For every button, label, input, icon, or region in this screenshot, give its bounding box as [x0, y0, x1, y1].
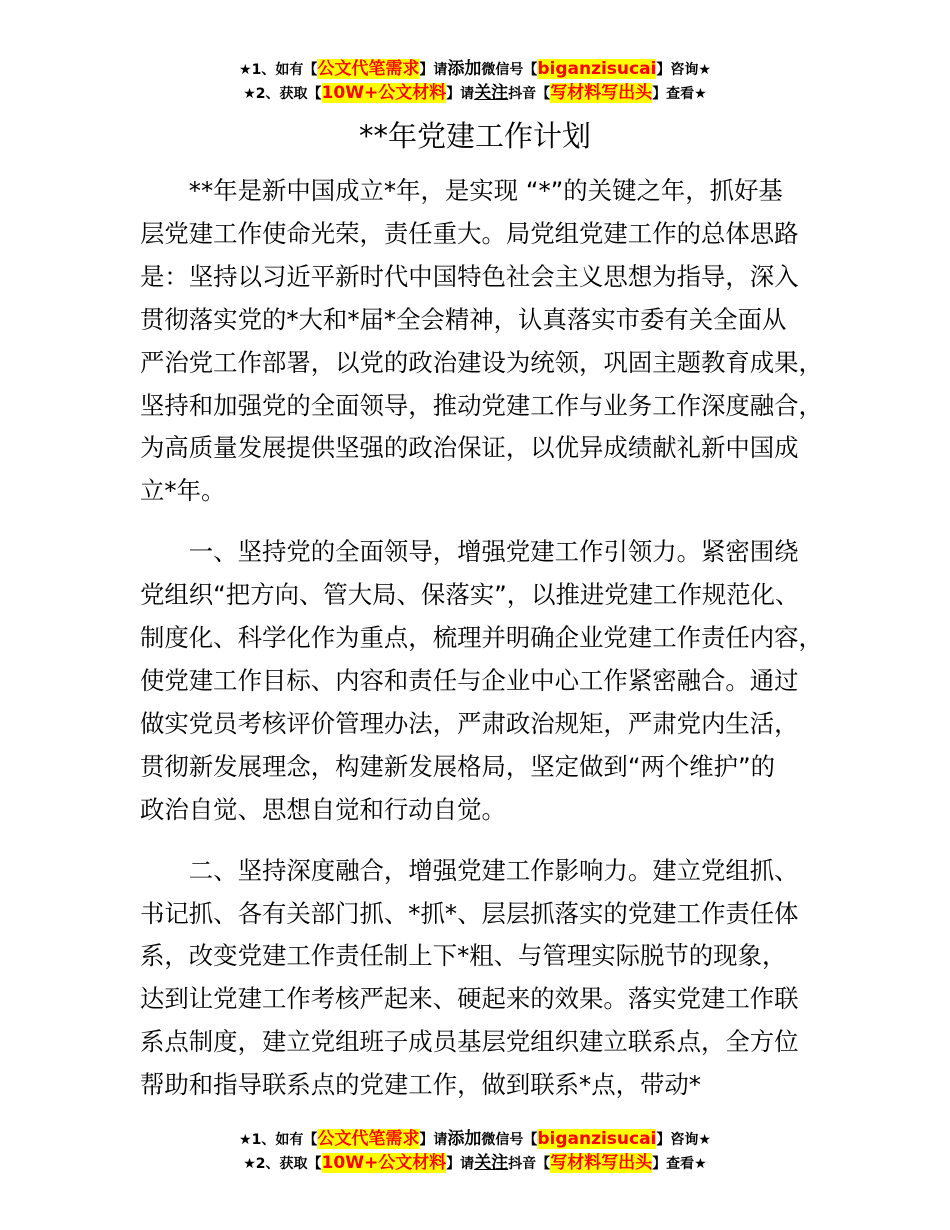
text-line: 系点制度，建立党组班子成员基层党组织建立联系点，全方位 — [140, 1027, 799, 1057]
promo-emphasis: 添加 — [447, 1129, 482, 1149]
text-line: 严治党工作部署，以党的政治建设为统领，巩固主题教育成果， — [140, 347, 823, 377]
document-title: **年党建工作计划 — [358, 119, 591, 153]
promo-highlight: 公文代笔需求 — [317, 59, 420, 79]
promo-text: 微信号【 — [481, 1132, 538, 1148]
text-line: 政治自觉、思想自觉和行动自觉。 — [140, 794, 506, 824]
text-line: 层党建工作使命光荣，责任重大。局党组党建工作的总体思路 — [140, 218, 799, 248]
promo-highlight: 10W+公文材料 — [321, 83, 447, 103]
text-line: 为高质量发展提供坚强的政治保证，以优异成绩献礼新中国成 — [140, 433, 799, 463]
text-line: 二、坚持深度融合，增强党建工作影响力。建立党组抓、 — [188, 855, 799, 885]
header-promo — [0, 58, 950, 106]
paragraph-intro — [140, 170, 840, 513]
text-line: 坚持和加强党的全面领导，推动党建工作与业务工作深度融合， — [140, 390, 823, 420]
promo-line-1 — [0, 1128, 950, 1152]
text-line: 帮助和指导联系点的党建工作，做到联系*点，带动* — [140, 1070, 701, 1100]
promo-text: ★1、如有【 — [239, 1132, 318, 1148]
promo-text: 】请 — [419, 1132, 448, 1148]
promo-text: 】咨询★ — [656, 62, 711, 78]
promo-text: 】请 — [446, 86, 475, 102]
promo-text: 】请 — [446, 1156, 475, 1172]
text-line: 贯彻新发展理念，构建新发展格局，坚定做到“两个维护”的 — [140, 751, 776, 781]
promo-text: ★2、获取【 — [243, 1156, 322, 1172]
text-line: 立*年。 — [140, 476, 226, 506]
promo-text: ★2、获取【 — [243, 86, 322, 102]
document-body — [140, 170, 840, 1107]
paragraph-section-2 — [140, 850, 840, 1107]
promo-wechat-id: biganzisucai — [537, 59, 657, 79]
promo-emphasis: 关注 — [474, 1153, 509, 1173]
promo-text: 】请 — [419, 62, 448, 78]
promo-douyin-id: 写材料写出头 — [550, 83, 653, 103]
promo-text: 】咨询★ — [656, 1132, 711, 1148]
text-line: 系，改变党建工作责任制上下*粗、与管理实际脱节的现象， — [140, 941, 787, 971]
promo-line-1 — [0, 58, 950, 82]
text-line: 达到让党建工作考核严起来、硬起来的效果。落实党建工作联 — [140, 984, 799, 1014]
text-line: 党组织“把方向、管大局、保落实”，以推进党建工作规范化、 — [140, 580, 800, 610]
text-line: 制度化、科学化作为重点，梳理并明确企业党建工作责任内容， — [140, 623, 823, 653]
promo-text: 微信号【 — [481, 62, 538, 78]
promo-highlight: 10W+公文材料 — [321, 1153, 447, 1173]
text-line: 一、坚持党的全面领导，增强党建工作引领力。紧密围绕 — [188, 537, 799, 567]
promo-text: 】查看★ — [652, 86, 707, 102]
text-line: 做实党员考核评价管理办法，严肃政治规矩，严肃党内生活， — [140, 708, 799, 738]
promo-highlight: 公文代笔需求 — [317, 1129, 420, 1149]
promo-text: ★1、如有【 — [239, 62, 318, 78]
footer-promo — [0, 1128, 950, 1176]
promo-text: 抖音【 — [508, 1156, 551, 1172]
promo-line-2 — [0, 82, 950, 106]
promo-wechat-id: biganzisucai — [537, 1129, 657, 1149]
promo-douyin-id: 写材料写出头 — [550, 1153, 653, 1173]
promo-line-2 — [0, 1152, 950, 1176]
promo-emphasis: 添加 — [447, 59, 482, 79]
text-line: 是：坚持以习近平新时代中国特色社会主义思想为指导，深入 — [140, 261, 799, 291]
promo-text: 】查看★ — [652, 1156, 707, 1172]
text-line: 书记抓、各有关部门抓、*抓*、层层抓落实的党建工作责任体 — [140, 898, 799, 928]
paragraph-section-1 — [140, 531, 840, 831]
text-line: 贯彻落实党的*大和*届*全会精神，认真落实市委有关全面从 — [140, 304, 787, 334]
promo-text: 抖音【 — [508, 86, 551, 102]
promo-emphasis: 关注 — [474, 83, 509, 103]
text-line: **年是新中国成立*年，是实现 “*”的关键之年，抓好基 — [188, 176, 783, 205]
text-line: 使党建工作目标、内容和责任与企业中心工作紧密融合。通过 — [140, 665, 799, 695]
